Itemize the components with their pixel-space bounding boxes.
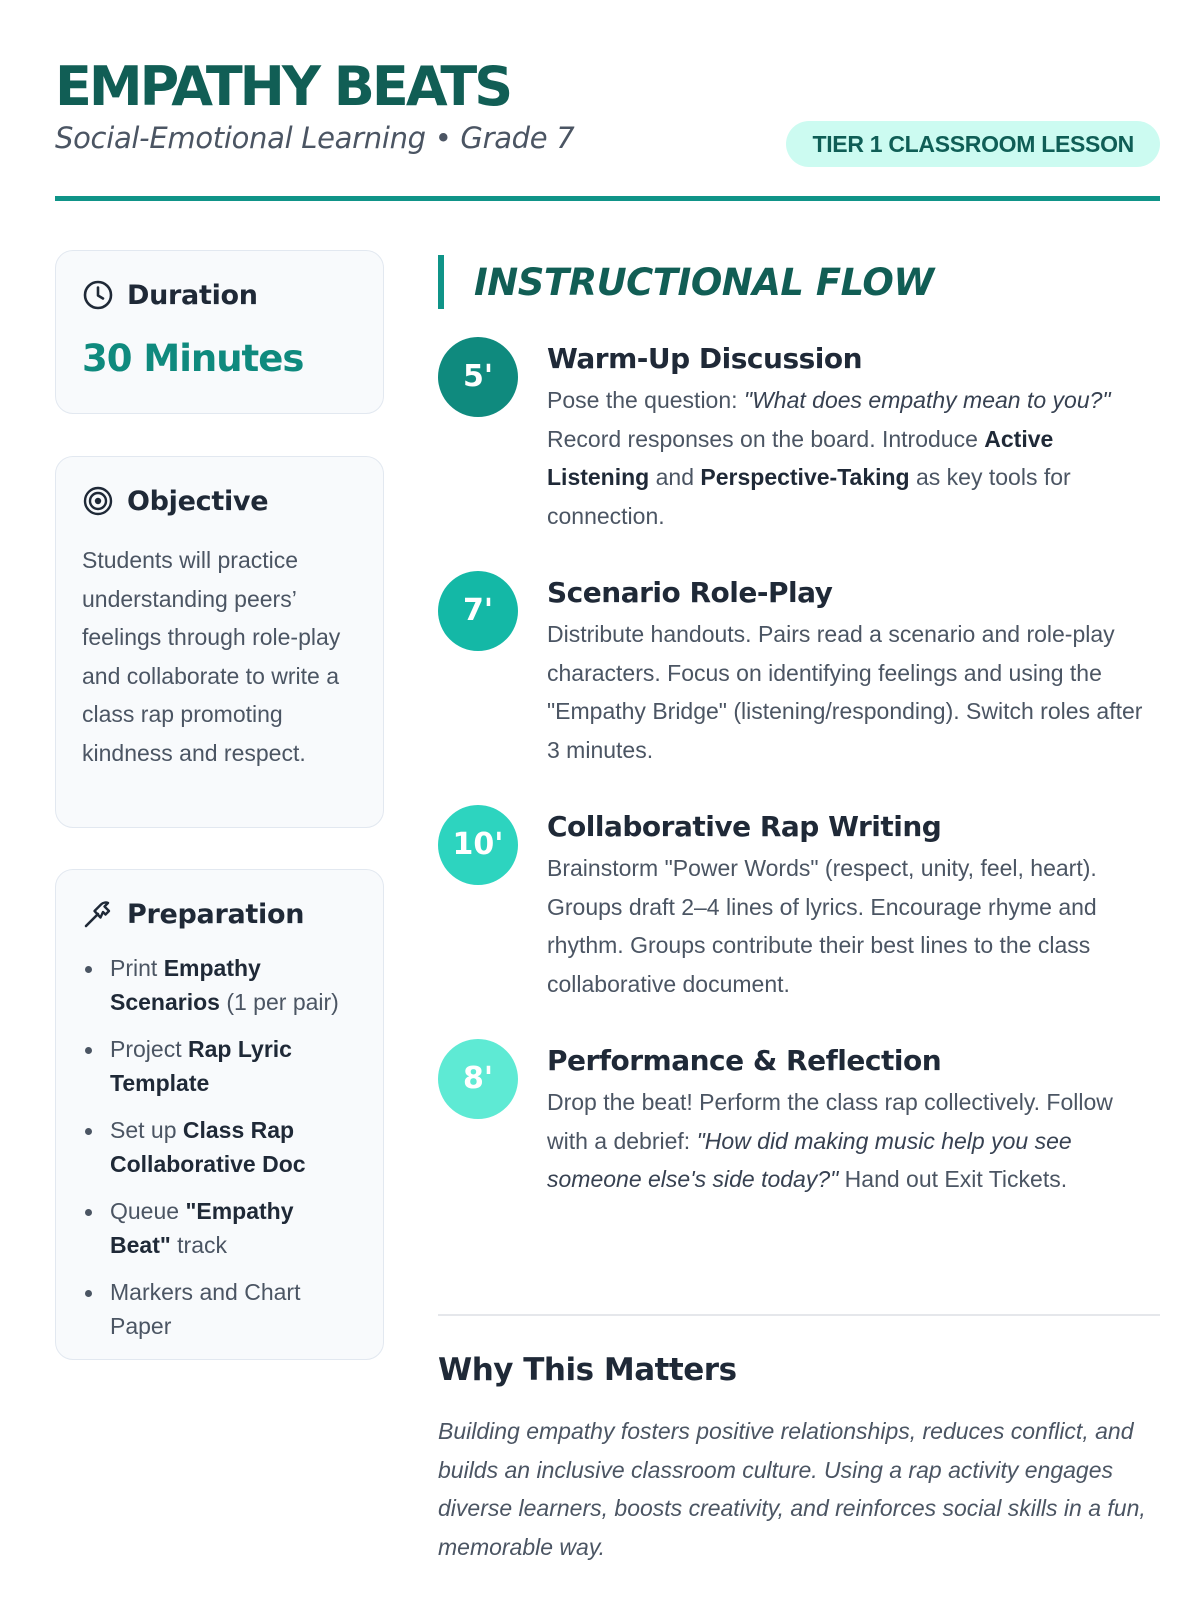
hammer-icon [82,898,114,930]
page-header [55,55,1160,203]
flow-title: INSTRUCTIONAL FLOW [474,260,934,304]
why-section [438,1352,1160,1566]
preparation-title: Preparation [127,898,305,930]
step-title: Warm-Up Discussion [547,342,863,375]
preparation-list [82,952,357,1343]
prep-item: Markers and Chart Paper [82,1276,357,1343]
step-time-badge: 8' [438,1039,518,1119]
page-title: EMPATHY BEATS [55,55,511,118]
section-accent-bar [438,255,444,309]
why-title: Why This Matters [438,1352,737,1388]
page-subtitle: Social-Emotional Learning • Grade 7 [55,121,575,155]
prep-item: Print Empathy Scenarios (1 per pair) [82,952,357,1019]
header-divider [55,196,1160,201]
step-time-badge: 5' [438,337,518,417]
step-title: Performance & Reflection [547,1044,942,1077]
why-text: Building empathy fosters positive relationships, reduces conflict, and builds an inclusive classroom culture. Using a rap activity engages diverse learners, boosts creativity, and reinforces social skills in a fun, memorable way. [438,1418,1146,1560]
duration-value: 30 Minutes [82,337,304,380]
step-description: Drop the beat! Perform the class rap collectively. Follow with a debrief: "How did making music help you see someone else's side today?" Hand out Exit Tickets. [547,1089,1113,1192]
step-time-badge: 10' [438,805,518,885]
objective-title: Objective [127,485,269,517]
prep-item: Project Rap Lyric Template [82,1033,357,1100]
prep-item: Set up Class Rap Collaborative Doc [82,1114,357,1181]
duration-card [55,250,384,414]
step-time-badge: 7' [438,571,518,651]
objective-text: Students will practice understanding peers’ feelings through role-play and collaborate to write a class rap promoting kindness and respect. [82,547,341,766]
instructional-flow [438,255,1160,1255]
prep-item: Queue "Empathy Beat" track [82,1195,357,1262]
section-divider [438,1314,1160,1316]
target-icon [82,485,114,517]
step-title: Scenario Role-Play [547,576,833,609]
step-title: Collaborative Rap Writing [547,810,942,843]
objective-card [55,456,384,828]
duration-title: Duration [127,279,258,311]
clock-icon [82,279,114,311]
lesson-tier-badge: TIER 1 CLASSROOM LESSON [786,121,1160,167]
step-description: Brainstorm "Power Words" (respect, unity, feel, heart). Groups draft 2–4 lines of lyrics. Encourage rhyme and rhythm. Groups contribute their best lines to the class collaborative document. [547,855,1097,997]
step-description: Distribute handouts. Pairs read a scenario and role-play characters. Focus on identifying feelings and using the "Empathy Bridge" (listening/responding). Switch roles after 3 minutes. [547,621,1143,763]
step-description: Pose the question: "What does empathy mean to you?" Record responses on the board. Introduce Active Listening and Perspective-Taking as key tools for connection. [547,387,1111,529]
preparation-card [55,869,384,1360]
